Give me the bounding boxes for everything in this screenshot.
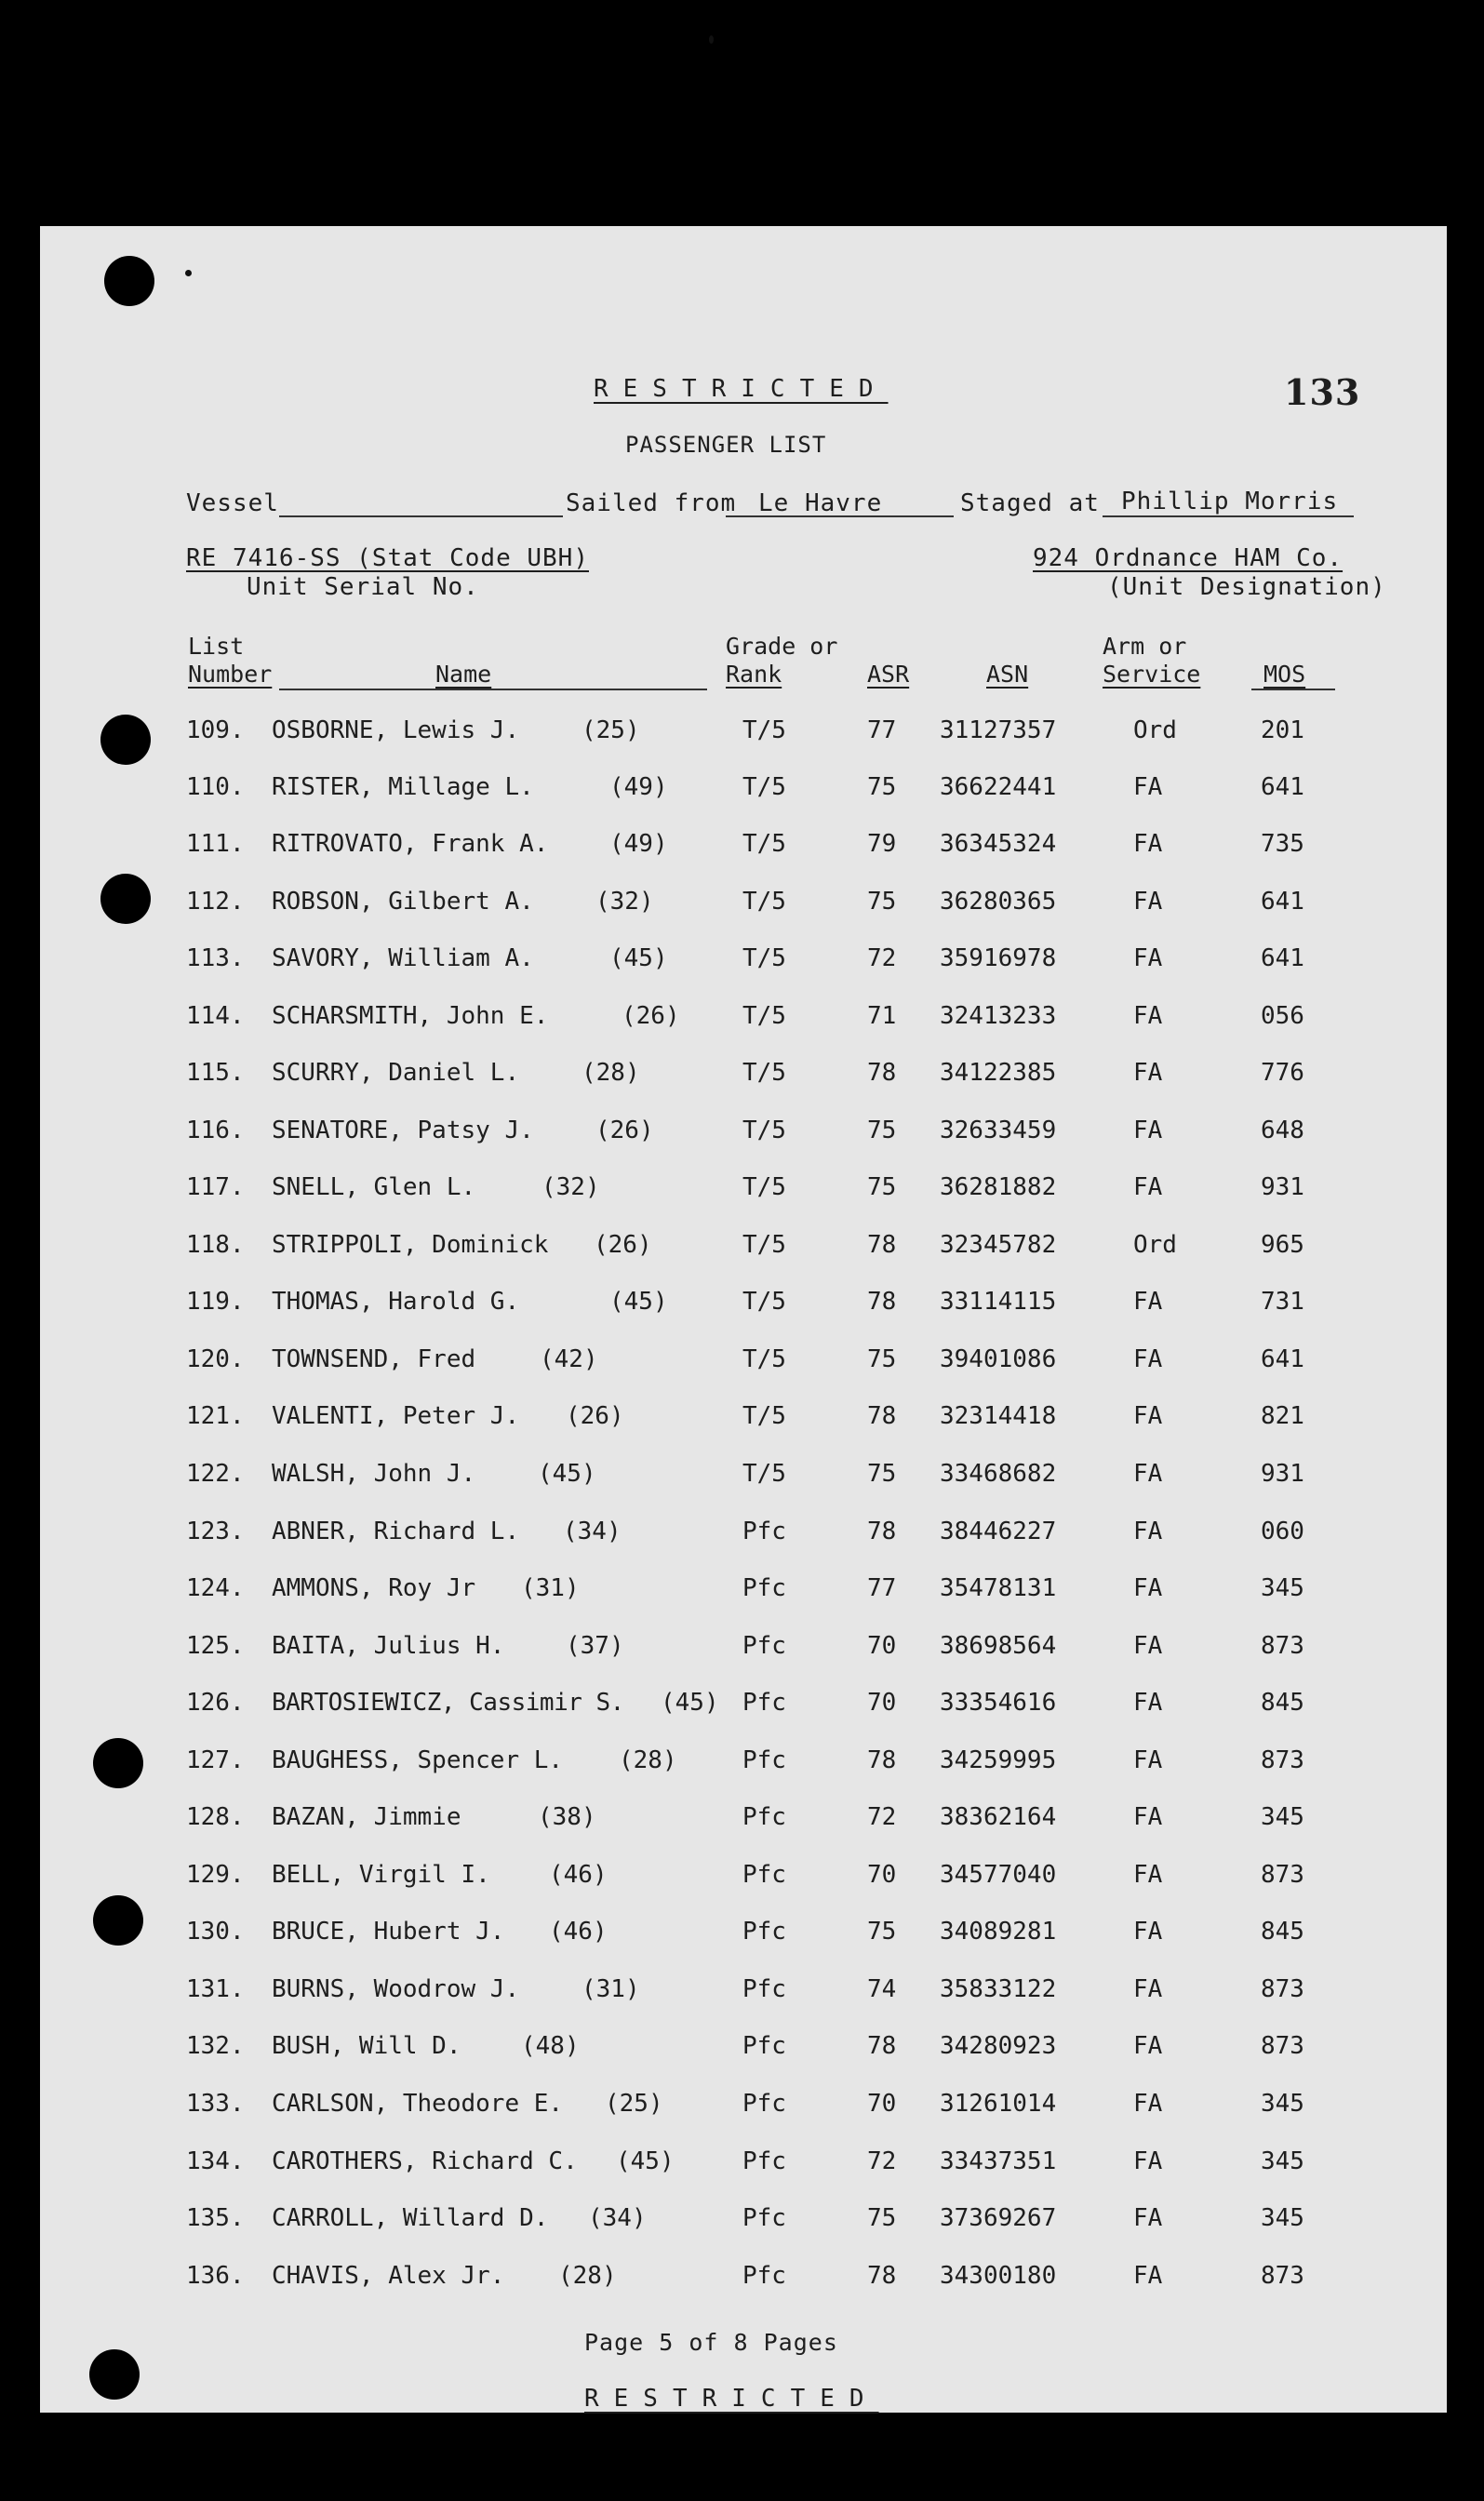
passenger-age: (46) — [549, 1918, 608, 1946]
arm-service: FA — [1133, 1059, 1163, 1087]
table-row — [0, 1858, 1484, 1895]
col-list-top: List — [188, 633, 245, 660]
grade: Pfc — [742, 2032, 786, 2060]
mos: 821 — [1261, 1402, 1304, 1430]
mos: 931 — [1261, 1173, 1304, 1201]
list-number: 111. — [186, 830, 245, 858]
asn: 34259995 — [940, 1746, 1057, 1774]
col-asr: ASR — [867, 661, 910, 688]
arm-service: FA — [1133, 1117, 1163, 1144]
table-row — [0, 1973, 1484, 2010]
list-number: 126. — [186, 1689, 245, 1717]
asn: 39401086 — [940, 1345, 1057, 1373]
passenger-age: (28) — [619, 1746, 677, 1774]
mos: 641 — [1261, 773, 1304, 801]
passenger-age: (25) — [582, 716, 640, 744]
table-row — [0, 885, 1484, 922]
passenger-name: CAROTHERS, Richard C. — [272, 2147, 578, 2175]
asr: 70 — [867, 1689, 897, 1717]
sailed-from: Le Havre — [758, 489, 883, 517]
arm-service: FA — [1133, 2090, 1163, 2118]
table-row — [0, 1343, 1484, 1380]
asn: 36622441 — [940, 773, 1057, 801]
grade: T/5 — [742, 830, 786, 858]
table-row — [0, 942, 1484, 979]
list-number: 131. — [186, 1975, 245, 2003]
passenger-name: BAZAN, Jimmie — [272, 1803, 461, 1831]
passenger-age: (25) — [605, 2090, 663, 2118]
list-number: 132. — [186, 2032, 245, 2060]
table-row — [0, 1629, 1484, 1666]
mos: 345 — [1261, 2147, 1304, 2175]
table-row — [0, 714, 1484, 751]
asr: 78 — [867, 1402, 897, 1430]
asn: 33114115 — [940, 1288, 1057, 1316]
arm-service: FA — [1133, 1518, 1163, 1545]
table-row — [0, 1114, 1484, 1151]
arm-service: FA — [1133, 888, 1163, 916]
grade: Pfc — [742, 1574, 786, 1602]
mos: 345 — [1261, 2204, 1304, 2232]
list-number: 112. — [186, 888, 245, 916]
grade: T/5 — [742, 1117, 786, 1144]
arm-service: Ord — [1133, 716, 1177, 744]
asn: 38362164 — [940, 1803, 1057, 1831]
arm-service: FA — [1133, 1689, 1163, 1717]
passenger-age: (45) — [609, 944, 668, 972]
arm-service: FA — [1133, 830, 1163, 858]
passenger-name: BAITA, Julius H. — [272, 1632, 505, 1660]
table-row — [0, 2087, 1484, 2124]
restricted-header: RESTRICTED — [594, 375, 889, 403]
grade: Pfc — [742, 2090, 786, 2118]
table-row — [0, 1800, 1484, 1838]
table-row — [0, 999, 1484, 1037]
mos: 845 — [1261, 1689, 1304, 1717]
arm-service: FA — [1133, 1002, 1163, 1030]
table-row — [0, 2145, 1484, 2182]
asr: 75 — [867, 2204, 897, 2232]
asr: 75 — [867, 1460, 897, 1488]
list-number: 129. — [186, 1861, 245, 1889]
mos: 965 — [1261, 1231, 1304, 1259]
unit-serial: RE 7416-SS (Stat Code UBH) — [186, 544, 589, 572]
asr: 78 — [867, 1288, 897, 1316]
mos: 648 — [1261, 1117, 1304, 1144]
passenger-age: (32) — [595, 888, 654, 916]
passenger-age: (49) — [609, 773, 668, 801]
asn: 34577040 — [940, 1861, 1057, 1889]
asr: 70 — [867, 1861, 897, 1889]
unit-designation: 924 Ordnance HAM Co. — [1033, 544, 1344, 572]
arm-service: FA — [1133, 1746, 1163, 1774]
mos: 873 — [1261, 2032, 1304, 2060]
asr: 70 — [867, 2090, 897, 2118]
arm-service: FA — [1133, 1288, 1163, 1316]
list-title: PASSENGER LIST — [625, 432, 827, 458]
asr: 78 — [867, 2262, 897, 2290]
asn: 38698564 — [940, 1632, 1057, 1660]
passenger-age: (45) — [661, 1689, 719, 1717]
grade: T/5 — [742, 1002, 786, 1030]
sailed-label: Sailed from — [566, 489, 737, 517]
asr: 74 — [867, 1975, 897, 2003]
col-asn: ASN — [986, 661, 1029, 688]
asr: 75 — [867, 1173, 897, 1201]
asr: 79 — [867, 830, 897, 858]
list-number: 117. — [186, 1173, 245, 1201]
asn: 32633459 — [940, 1117, 1057, 1144]
passenger-name: CARLSON, Theodore E. — [272, 2090, 564, 2118]
passenger-name: THOMAS, Harold G. — [272, 1288, 520, 1316]
list-number: 109. — [186, 716, 245, 744]
staged-line — [1103, 515, 1354, 517]
mos: 345 — [1261, 1803, 1304, 1831]
asn: 31127357 — [940, 716, 1057, 744]
passenger-name: AMMONS, Roy Jr — [272, 1574, 476, 1602]
mos-col-line — [1251, 689, 1335, 690]
grade: T/5 — [742, 716, 786, 744]
asr: 70 — [867, 1632, 897, 1660]
list-number: 113. — [186, 944, 245, 972]
table-row — [0, 2201, 1484, 2239]
passenger-age: (37) — [566, 1632, 624, 1660]
col-arm-bottom: Service — [1103, 661, 1201, 688]
col-grade-bottom: Rank — [726, 661, 782, 688]
passenger-name: OSBORNE, Lewis J. — [272, 716, 520, 744]
asr: 78 — [867, 2032, 897, 2060]
passenger-name: BUSH, Will D. — [272, 2032, 461, 2060]
asr: 72 — [867, 1803, 897, 1831]
col-mos: MOS — [1263, 661, 1306, 688]
table-row — [0, 1056, 1484, 1093]
ink-speck — [185, 270, 192, 276]
mos: 345 — [1261, 2090, 1304, 2118]
arm-service: FA — [1133, 2262, 1163, 2290]
grade: T/5 — [742, 773, 786, 801]
mos: 731 — [1261, 1288, 1304, 1316]
asn: 33437351 — [940, 2147, 1057, 2175]
passenger-age: (31) — [582, 1975, 640, 2003]
arm-service: Ord — [1133, 1231, 1177, 1259]
asr: 78 — [867, 1059, 897, 1087]
grade: T/5 — [742, 1460, 786, 1488]
ink-speck — [709, 35, 714, 44]
punch-hole — [89, 2349, 140, 2400]
sailed-line — [726, 515, 954, 517]
grade: T/5 — [742, 1173, 786, 1201]
grade: Pfc — [742, 1518, 786, 1545]
table-row — [0, 1457, 1484, 1494]
table-row — [0, 770, 1484, 808]
passenger-name: RISTER, Millage L. — [272, 773, 534, 801]
asn: 38446227 — [940, 1518, 1057, 1545]
list-number: 118. — [186, 1231, 245, 1259]
mos: 873 — [1261, 1632, 1304, 1660]
asn: 34089281 — [940, 1918, 1057, 1946]
passenger-name: BARTOSIEWICZ, Cassimir S. — [272, 1689, 624, 1717]
passenger-name: SNELL, Glen L. — [272, 1173, 476, 1201]
asn: 35916978 — [940, 944, 1057, 972]
list-number: 130. — [186, 1918, 245, 1946]
arm-service: FA — [1133, 1574, 1163, 1602]
asn: 34300180 — [940, 2262, 1057, 2290]
table-row — [0, 1170, 1484, 1208]
grade: Pfc — [742, 1632, 786, 1660]
passenger-age: (28) — [558, 2262, 617, 2290]
passenger-age: (34) — [588, 2204, 647, 2232]
asn: 34122385 — [940, 1059, 1057, 1087]
asn: 33468682 — [940, 1460, 1057, 1488]
passenger-age: (48) — [521, 2032, 580, 2060]
punch-hole — [104, 256, 154, 306]
arm-service: FA — [1133, 1861, 1163, 1889]
arm-service: FA — [1133, 1632, 1163, 1660]
asn: 33354616 — [940, 1689, 1057, 1717]
mos: 641 — [1261, 1345, 1304, 1373]
grade: T/5 — [742, 888, 786, 916]
asr: 75 — [867, 888, 897, 916]
passenger-name: BAUGHESS, Spencer L. — [272, 1746, 564, 1774]
grade: Pfc — [742, 1861, 786, 1889]
grade: Pfc — [742, 2262, 786, 2290]
asr: 71 — [867, 1002, 897, 1030]
table-row — [0, 2029, 1484, 2066]
passenger-age: (26) — [566, 1402, 624, 1430]
passenger-age: (31) — [521, 1574, 580, 1602]
list-number: 120. — [186, 1345, 245, 1373]
passenger-name: RITROVATO, Frank A. — [272, 830, 549, 858]
col-name: Name — [435, 661, 492, 688]
col-grade-top: Grade or — [726, 633, 838, 660]
list-number: 135. — [186, 2204, 245, 2232]
list-number: 110. — [186, 773, 245, 801]
list-number: 124. — [186, 1574, 245, 1602]
asn: 35478131 — [940, 1574, 1057, 1602]
passenger-age: (45) — [616, 2147, 675, 2175]
unit-serial-label: Unit Serial No. — [247, 573, 479, 601]
list-number: 134. — [186, 2147, 245, 2175]
passenger-name: SCHARSMITH, John E. — [272, 1002, 549, 1030]
arm-service: FA — [1133, 944, 1163, 972]
arm-service: FA — [1133, 773, 1163, 801]
grade: T/5 — [742, 944, 786, 972]
col-arm-top: Arm or — [1103, 633, 1187, 660]
asn: 34280923 — [940, 2032, 1057, 2060]
grade: Pfc — [742, 1746, 786, 1774]
passenger-age: (49) — [609, 830, 668, 858]
arm-service: FA — [1133, 1173, 1163, 1201]
table-row — [0, 1686, 1484, 1723]
mos: 873 — [1261, 1975, 1304, 2003]
asr: 75 — [867, 773, 897, 801]
grade: T/5 — [742, 1402, 786, 1430]
mos: 931 — [1261, 1460, 1304, 1488]
asr: 78 — [867, 1518, 897, 1545]
asn: 37369267 — [940, 2204, 1057, 2232]
arm-service: FA — [1133, 2147, 1163, 2175]
staged-label: Staged at — [960, 489, 1100, 517]
mos: 873 — [1261, 2262, 1304, 2290]
table-row — [0, 1285, 1484, 1322]
passenger-name: SAVORY, William A. — [272, 944, 534, 972]
passenger-age: (26) — [595, 1117, 654, 1144]
table-row — [0, 1915, 1484, 1952]
list-number: 133. — [186, 2090, 245, 2118]
passenger-age: (26) — [622, 1002, 680, 1030]
passenger-age: (26) — [594, 1231, 652, 1259]
table-row — [0, 1571, 1484, 1609]
arm-service: FA — [1133, 1460, 1163, 1488]
mos: 201 — [1261, 716, 1304, 744]
vessel-line — [279, 515, 563, 517]
mos: 845 — [1261, 1918, 1304, 1946]
mos: 060 — [1261, 1518, 1304, 1545]
arm-service: FA — [1133, 1345, 1163, 1373]
table-row — [0, 1744, 1484, 1781]
passenger-name: VALENTI, Peter J. — [272, 1402, 520, 1430]
page-number: 133 — [1284, 371, 1361, 413]
asn: 32345782 — [940, 1231, 1057, 1259]
asn: 36345324 — [940, 830, 1057, 858]
asr: 75 — [867, 1918, 897, 1946]
passenger-age: (38) — [538, 1803, 596, 1831]
table-row — [0, 1515, 1484, 1552]
grade: Pfc — [742, 1918, 786, 1946]
passenger-name: TOWNSEND, Fred — [272, 1345, 476, 1373]
grade: T/5 — [742, 1231, 786, 1259]
list-number: 121. — [186, 1402, 245, 1430]
mos: 345 — [1261, 1574, 1304, 1602]
asr: 75 — [867, 1117, 897, 1144]
unit-designation-label: (Unit Designation) — [1107, 573, 1386, 601]
passenger-name: BRUCE, Hubert J. — [272, 1918, 505, 1946]
name-col-line — [279, 689, 707, 690]
arm-service: FA — [1133, 2032, 1163, 2060]
table-row — [0, 1399, 1484, 1437]
list-number: 116. — [186, 1117, 245, 1144]
passenger-name: ABNER, Richard L. — [272, 1518, 520, 1545]
grade: Pfc — [742, 1689, 786, 1717]
list-number: 136. — [186, 2262, 245, 2290]
mos: 873 — [1261, 1746, 1304, 1774]
mos: 776 — [1261, 1059, 1304, 1087]
passenger-name: BURNS, Woodrow J. — [272, 1975, 520, 2003]
table-row — [0, 2259, 1484, 2296]
grade: Pfc — [742, 2204, 786, 2232]
mos: 873 — [1261, 1861, 1304, 1889]
mos: 641 — [1261, 888, 1304, 916]
passenger-age: (45) — [538, 1460, 596, 1488]
mos: 641 — [1261, 944, 1304, 972]
grade: Pfc — [742, 2147, 786, 2175]
passenger-name: ROBSON, Gilbert A. — [272, 888, 534, 916]
passenger-name: CHAVIS, Alex Jr. — [272, 2262, 505, 2290]
asn: 36281882 — [940, 1173, 1057, 1201]
list-number: 114. — [186, 1002, 245, 1030]
asn: 31261014 — [940, 2090, 1057, 2118]
grade: Pfc — [742, 1803, 786, 1831]
passenger-age: (28) — [582, 1059, 640, 1087]
staged-at: Phillip Morris — [1121, 488, 1339, 515]
asr: 78 — [867, 1746, 897, 1774]
col-list-bottom: Number — [188, 661, 273, 688]
grade: T/5 — [742, 1059, 786, 1087]
arm-service: FA — [1133, 1803, 1163, 1831]
list-number: 119. — [186, 1288, 245, 1316]
mos: 056 — [1261, 1002, 1304, 1030]
table-row — [0, 1228, 1484, 1265]
list-number: 115. — [186, 1059, 245, 1087]
asr: 75 — [867, 1345, 897, 1373]
asr: 77 — [867, 1574, 897, 1602]
passenger-age: (34) — [563, 1518, 622, 1545]
asr: 72 — [867, 2147, 897, 2175]
asn: 32314418 — [940, 1402, 1057, 1430]
asr: 78 — [867, 1231, 897, 1259]
vessel-label: Vessel — [186, 489, 279, 517]
passenger-name: SCURRY, Daniel L. — [272, 1059, 520, 1087]
list-number: 122. — [186, 1460, 245, 1488]
arm-service: FA — [1133, 2204, 1163, 2232]
list-number: 128. — [186, 1803, 245, 1831]
passenger-age: (46) — [549, 1861, 608, 1889]
passenger-name: WALSH, John J. — [272, 1460, 476, 1488]
asn: 36280365 — [940, 888, 1057, 916]
asn: 35833122 — [940, 1975, 1057, 2003]
arm-service: FA — [1133, 1975, 1163, 2003]
page-footer: Page 5 of 8 Pages — [584, 2329, 838, 2356]
asr: 72 — [867, 944, 897, 972]
asn: 32413233 — [940, 1002, 1057, 1030]
table-row — [0, 827, 1484, 864]
passenger-name: BELL, Virgil I. — [272, 1861, 490, 1889]
grade: T/5 — [742, 1288, 786, 1316]
passenger-age: (32) — [541, 1173, 600, 1201]
passenger-age: (45) — [609, 1288, 668, 1316]
passenger-name: SENATORE, Patsy J. — [272, 1117, 534, 1144]
asr: 77 — [867, 716, 897, 744]
arm-service: FA — [1133, 1402, 1163, 1430]
passenger-name: STRIPPOLI, Dominick — [272, 1231, 549, 1259]
mos: 735 — [1261, 830, 1304, 858]
list-number: 125. — [186, 1632, 245, 1660]
list-number: 123. — [186, 1518, 245, 1545]
passenger-age: (42) — [540, 1345, 598, 1373]
grade: T/5 — [742, 1345, 786, 1373]
restricted-footer: RESTRICTED — [584, 2385, 879, 2413]
grade: Pfc — [742, 1975, 786, 2003]
arm-service: FA — [1133, 1918, 1163, 1946]
passenger-name: CARROLL, Willard D. — [272, 2204, 549, 2232]
list-number: 127. — [186, 1746, 245, 1774]
